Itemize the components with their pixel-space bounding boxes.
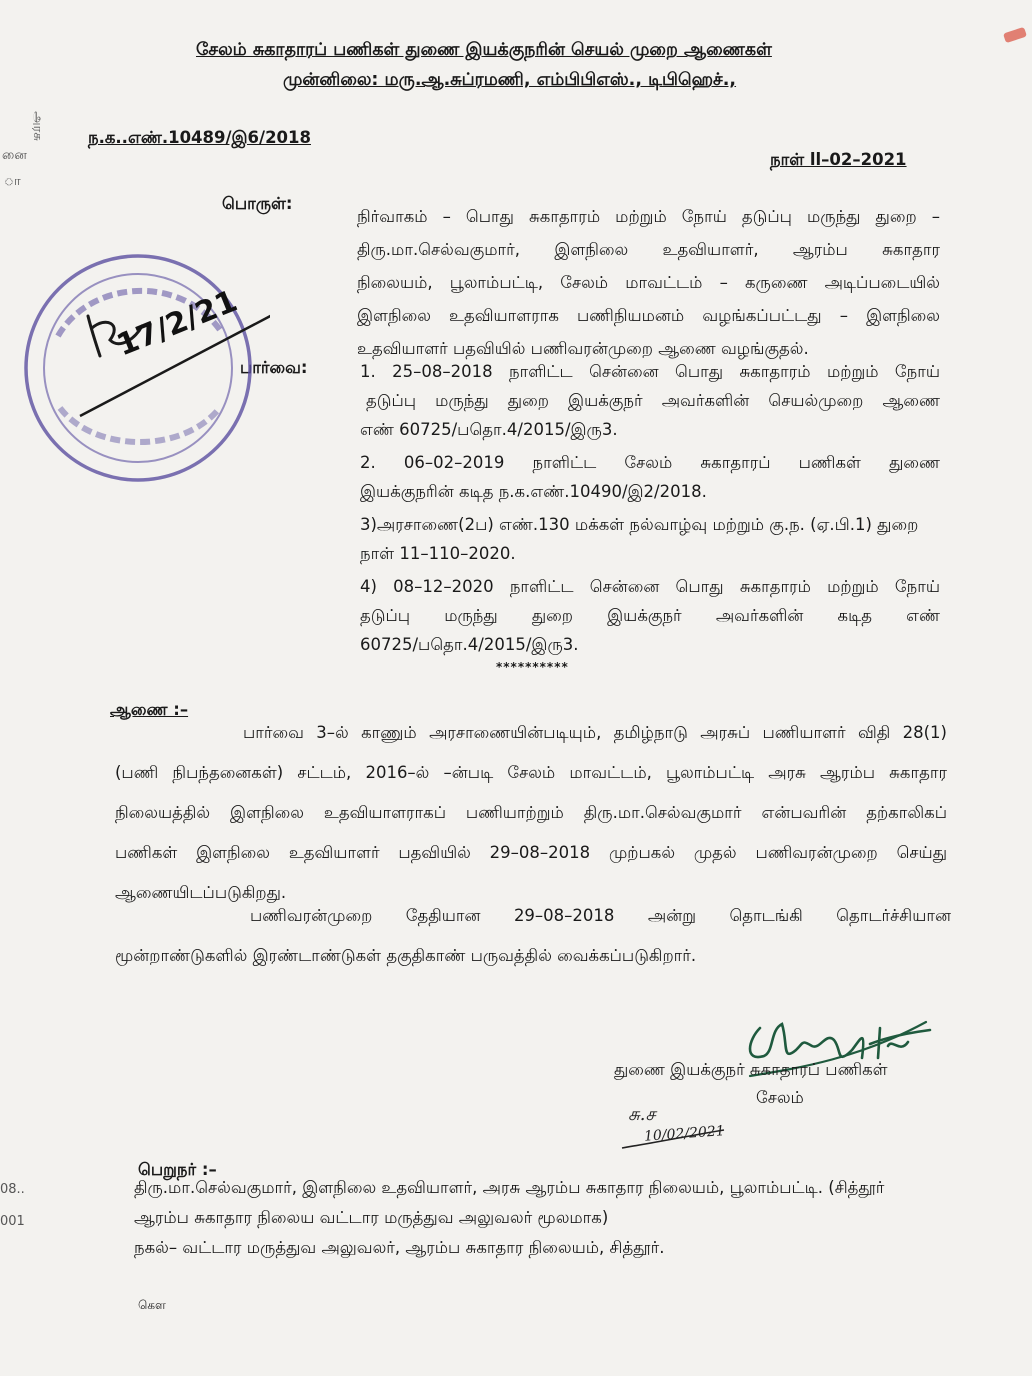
references-label: பார்வை: <box>240 358 308 377</box>
signatory-place: சேலம் <box>756 1088 804 1107</box>
order-label: ஆணை :– <box>110 700 189 719</box>
reference-line: 60725/பதொ.4/2015/இரு3. <box>360 635 579 654</box>
subject-label: பொருள்: <box>222 194 293 213</box>
initial-note: சு.ச <box>628 1104 656 1125</box>
recipient-line: ஆரம்ப சுகாதார நிலைய வட்டார மருத்துவ அலுவலர் மூலமாக) <box>134 1208 609 1227</box>
reference-line: இயக்குநரின் கடித ந.க.எண்.10490/இ2/2018. <box>360 482 707 501</box>
order-line: பணிவரன்முறை தேதியான 29–08–2018 அன்று தொடங்கி தொடர்ச்சியான <box>250 906 951 925</box>
initial-date: 10/02/2021 <box>643 1123 726 1145</box>
recipient-line: திரு.மா.செல்வகுமார், இளநிலை உதவியாளர், அரசு ஆரம்ப சுகாதார நிலையம், பூலாம்பட்டி. (சித்தூர் <box>134 1178 885 1197</box>
reference-line: 4) 08–12–2020 நாளிட்ட சென்னை பொது சுகாதாரம் மற்றும் நோய் <box>360 577 940 596</box>
order-line: (பணி நிபந்தனைகள்) சட்டம், 2016–ல் –ன்படி சேலம் மாவட்டம், பூலாம்பட்டி அரசு ஆரம்ப சுகாதார <box>115 763 947 782</box>
references-body <box>360 357 940 659</box>
subject-line: நிர்வாகம் – பொது சுகாதாரம் மற்றும் நோய் தடுப்பு மருந்து துறை – <box>357 207 940 226</box>
edge-mark: ா <box>4 174 21 189</box>
edge-mark: னை <box>2 148 27 163</box>
header-presence: முன்னிலை: மரு.ஆ.சுப்ரமணி, எம்பிபிஎஸ்., டிபிஹெச்., <box>283 70 737 90</box>
office-stamp <box>10 240 270 500</box>
order-paragraph-1 <box>115 715 947 910</box>
reference-line: 1. 25–08–2018 நாளிட்ட சென்னை பொது சுகாதாரம் மற்றும் நோய் <box>360 362 940 381</box>
subject-line: நிலையம், பூலாம்பட்டி, சேலம் மாவட்டம் – கருணை அடிப்படையில் <box>357 273 940 292</box>
order-line: பார்வை 3–ல் காணும் அரசாணையின்படியும், தமிழ்நாடு அரசுப் பணியாளர் விதி 28(1) <box>243 723 947 742</box>
reference-line: தடுப்பு மருந்து துறை இயக்குநர் அவர்களின் செயல்முறை ஆணை <box>366 391 940 410</box>
reference-number: ந.க..எண்.10489/இ6/2018 <box>88 128 311 147</box>
recipients-label: பெறுநர் :– <box>138 1160 217 1179</box>
header-title: சேலம் சுகாதாரப் பணிகள் துணை இயக்குநரின் செயல் முறை ஆணைகள் <box>196 40 772 60</box>
edge-mark: அரசு <box>29 111 45 141</box>
order-date: நாள் ll–02–2021 <box>770 150 907 169</box>
order-paragraph-2 <box>115 898 951 973</box>
initial-underline <box>618 1120 728 1152</box>
subject-line: திரு.மா.செல்வகுமார், இளநிலை உதவியாளர், ஆரம்ப சுகாதார <box>357 240 940 259</box>
reference-line: 2. 06–02–2019 நாளிட்ட சேலம் சுகாதாரப் பணிகள் துணை <box>360 453 940 472</box>
copy-line: நகல்– வட்டார மருத்துவ அலுவலர், ஆரம்ப சுகாதார நிலையம், சித்தூர். <box>134 1238 665 1257</box>
order-line: ஆணையிடப்படுகிறது. <box>115 883 287 902</box>
separator: ********** <box>496 660 569 674</box>
reference-line: எண் 60725/பதொ.4/2015/இரு3. <box>360 420 618 439</box>
order-line: மூன்றாண்டுகளில் இரண்டாண்டுகள் தகுதிகாண் பருவத்தில் வைக்கப்படுகிறார். <box>115 946 697 965</box>
order-line: நிலையத்தில் இளநிலை உதவியாளராகப் பணியாற்றும் திரு.மா.செல்வகுமார் என்பவரின் தற்காலிகப் <box>115 803 947 822</box>
stamp-handwritten-date: 17/2/21 <box>112 283 243 364</box>
order-line: பணிகள் இளநிலை உதவியாளர் பதவியில் 29–08–2018 முற்பகல் முதல் பணிவரன்முறை செய்து <box>115 843 947 862</box>
reference-line: 3)அரசாணை(2ப) எண்.130 மக்கள் நல்வாழ்வு மற்றும் கு.ந. (ஏ.பி.1) துறை <box>360 515 919 534</box>
reference-line: தடுப்பு மருந்து துறை இயக்குநர் அவர்களின் கடித எண் <box>360 606 940 625</box>
red-mark <box>1003 27 1027 43</box>
subject-line: இளநிலை உதவியாளராக பணிநியமனம் வழங்கப்பட்டது – இளநிலை <box>357 306 940 325</box>
subject-line: உதவியாளர் பதவியில் பணிவரன்முறை ஆணை வழங்குதல். <box>357 339 809 358</box>
subject-body <box>357 200 940 365</box>
edge-mark: 08.. <box>0 1182 25 1197</box>
reference-line: நாள் 11–110–2020. <box>360 544 516 563</box>
stamp-graphic <box>10 240 270 500</box>
footer-initials: கௌ <box>138 1298 166 1312</box>
signatory-title: துணை இயக்குநர் சுகாதாரப் பணிகள் <box>614 1060 888 1079</box>
edge-mark: 001 <box>0 1214 25 1229</box>
